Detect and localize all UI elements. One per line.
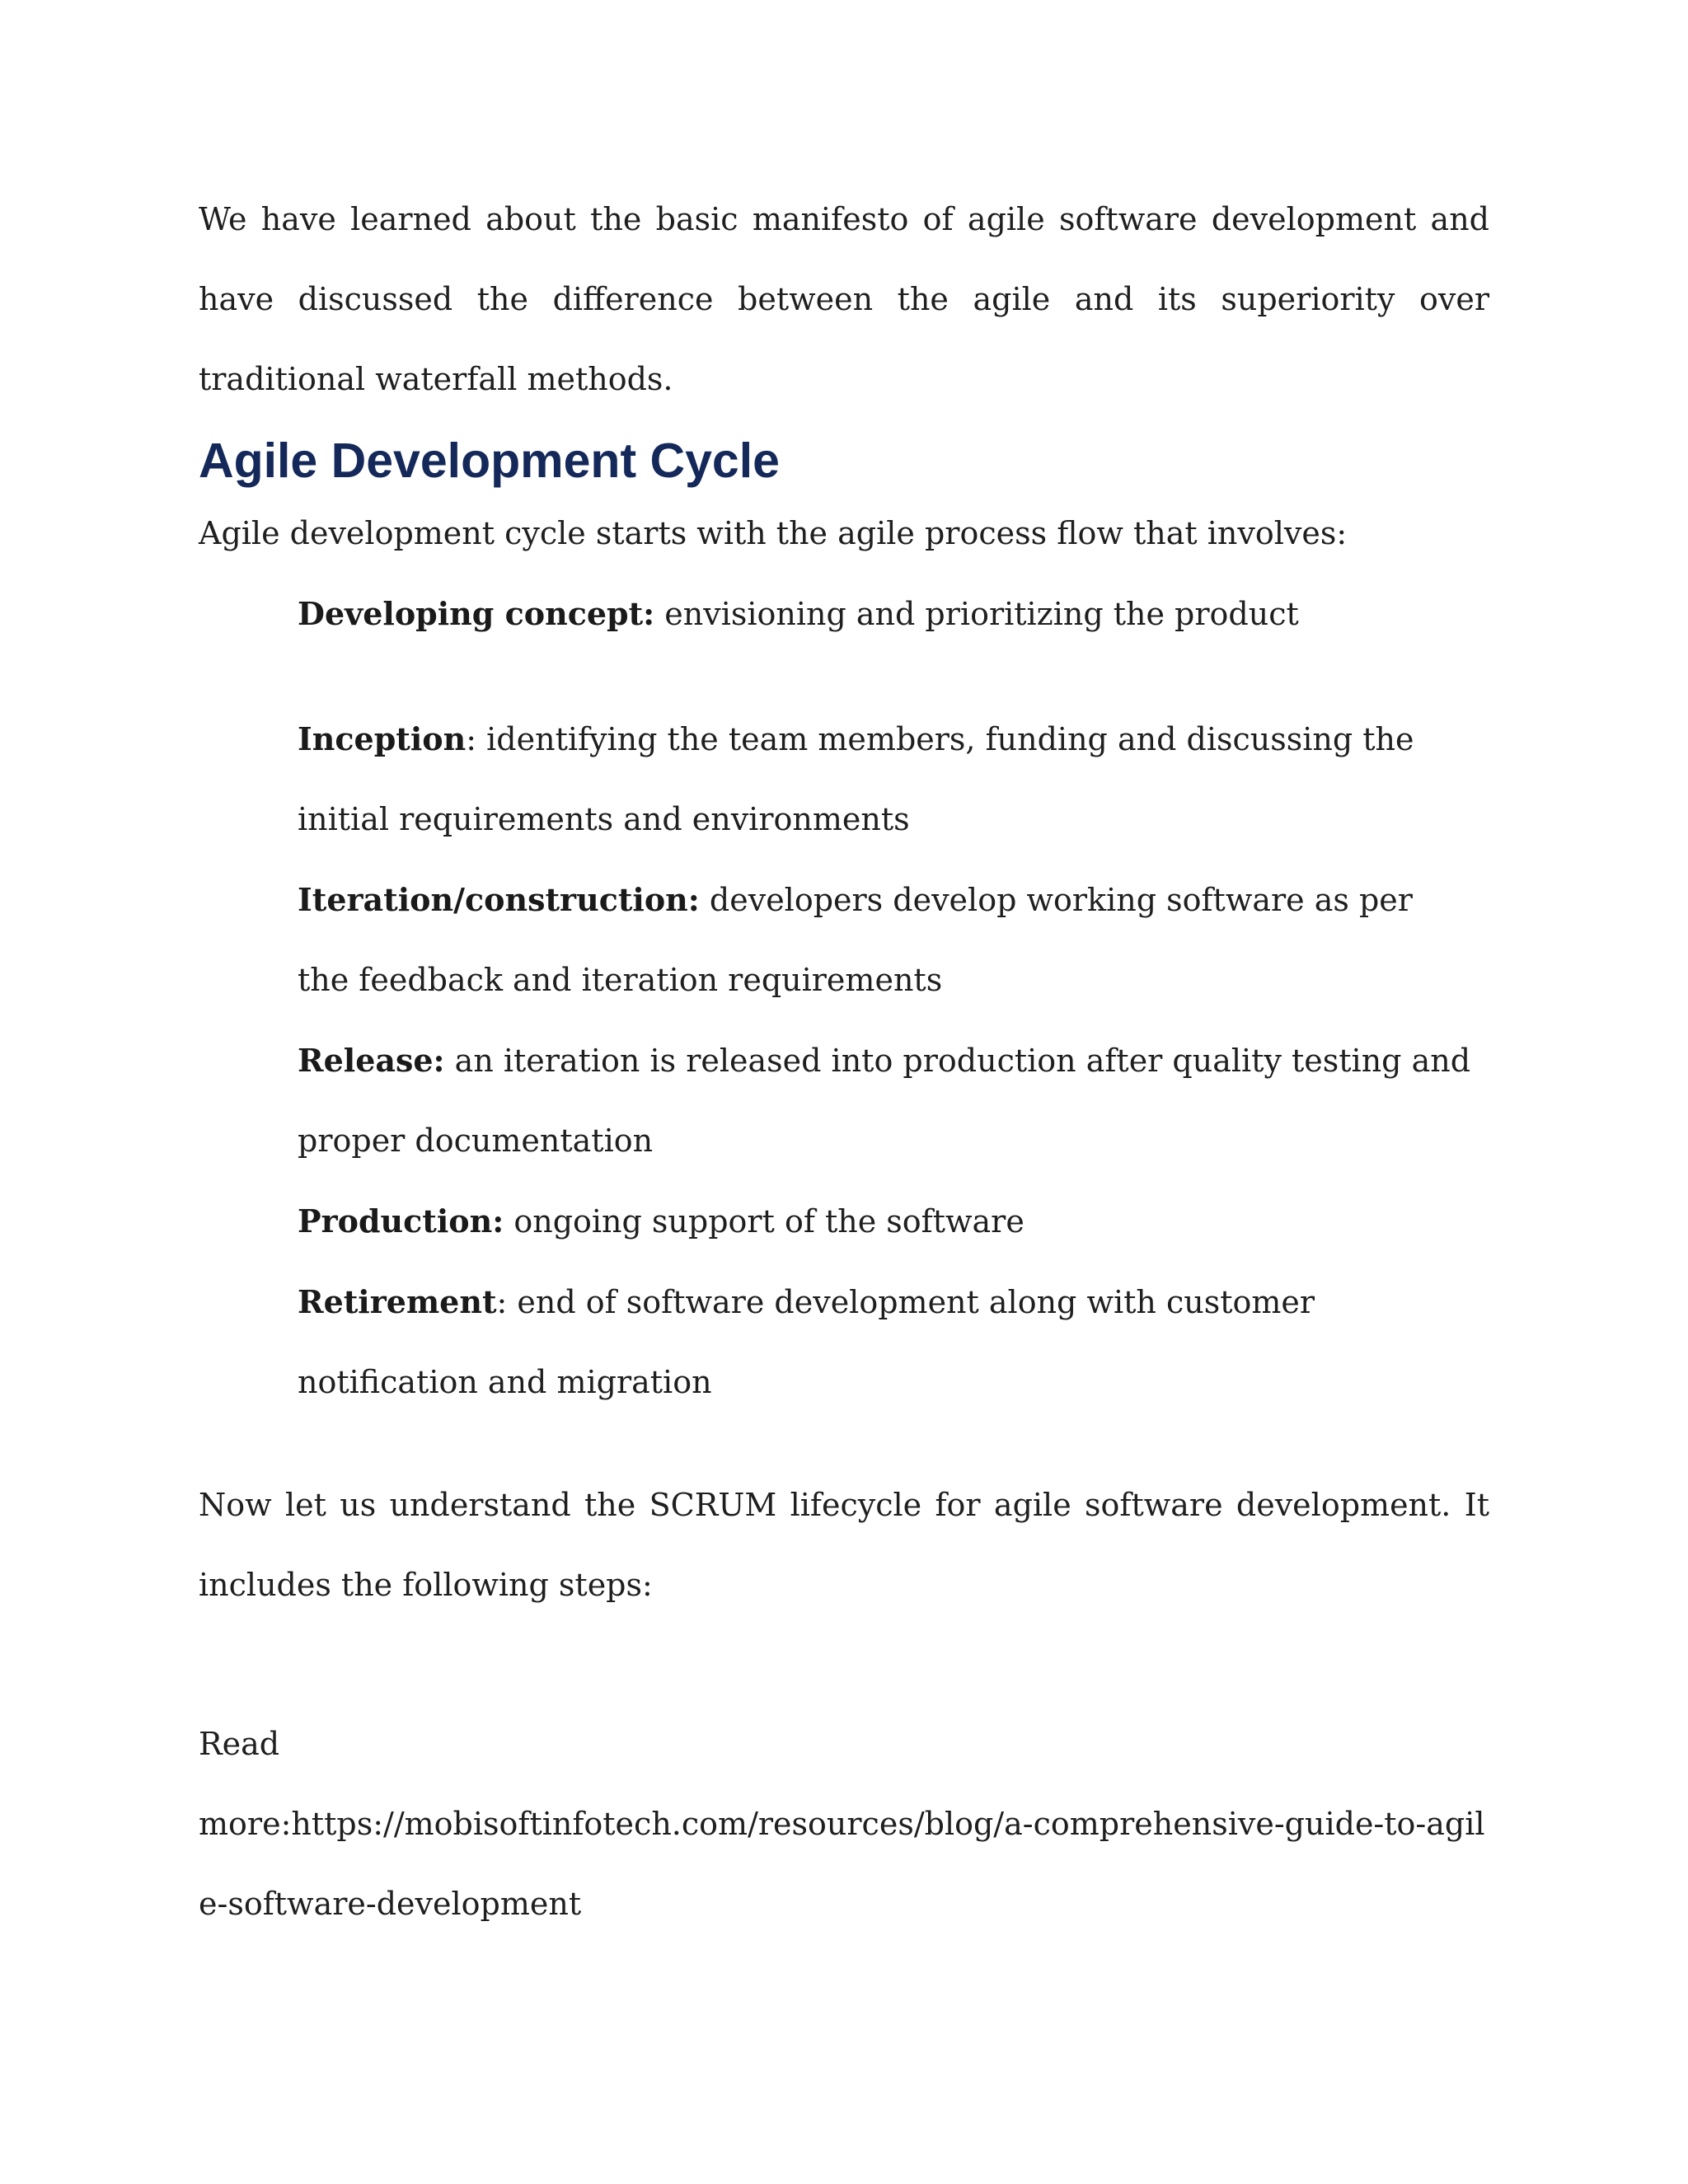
phase-term: Developing concept: — [298, 595, 655, 632]
phase-description: ongoing support of the software — [504, 1203, 1025, 1240]
phase-term: Iteration/construction: — [298, 881, 700, 918]
list-item-inception — [298, 699, 1489, 860]
document-content — [199, 180, 1489, 1944]
list-item-iteration-construction — [298, 860, 1489, 1020]
phase-term: Release: — [298, 1042, 445, 1079]
list-item-production — [298, 1181, 1489, 1262]
list-item-developing-concept — [298, 574, 1489, 654]
phase-description: : identifying the team members, funding and discussing the initial requirements and environments — [298, 721, 1414, 837]
read-more-label: Read — [199, 1726, 280, 1762]
phase-term: Inception — [298, 720, 467, 757]
phase-term: Retirement — [298, 1283, 497, 1320]
cycle-intro-text: Agile development cycle starts with the agile process flow that involves: — [199, 515, 1348, 551]
intro-paragraph: We have learned about the basic manifesto of agile software development and have discussed the difference between the agile and its superiority over traditional waterfall methods. — [199, 201, 1489, 397]
phase-description: : end of software development along with customer notification and migration — [298, 1284, 1315, 1400]
section-heading: Agile Development Cycle — [199, 434, 780, 488]
phase-description: developers develop working software as per the feedback and iteration requirements — [298, 882, 1413, 998]
phase-term: Production: — [298, 1202, 504, 1240]
list-item-release — [298, 1020, 1489, 1181]
phase-list — [199, 574, 1489, 1422]
read-more-link[interactable]: more:https://mobisoftinfotech.com/resources/blog/a-comprehensive-guide-to-agile-software-development — [199, 1806, 1485, 1922]
read-more — [199, 1704, 1489, 1944]
phase-description: an iteration is released into production after quality testing and proper documentation — [298, 1043, 1471, 1159]
list-item-retirement — [298, 1262, 1489, 1422]
phase-description: envisioning and prioritizing the product — [654, 596, 1299, 632]
scrum-paragraph: Now let us understand the SCRUM lifecycle for agile software development. It includes the following steps: — [199, 1487, 1489, 1603]
